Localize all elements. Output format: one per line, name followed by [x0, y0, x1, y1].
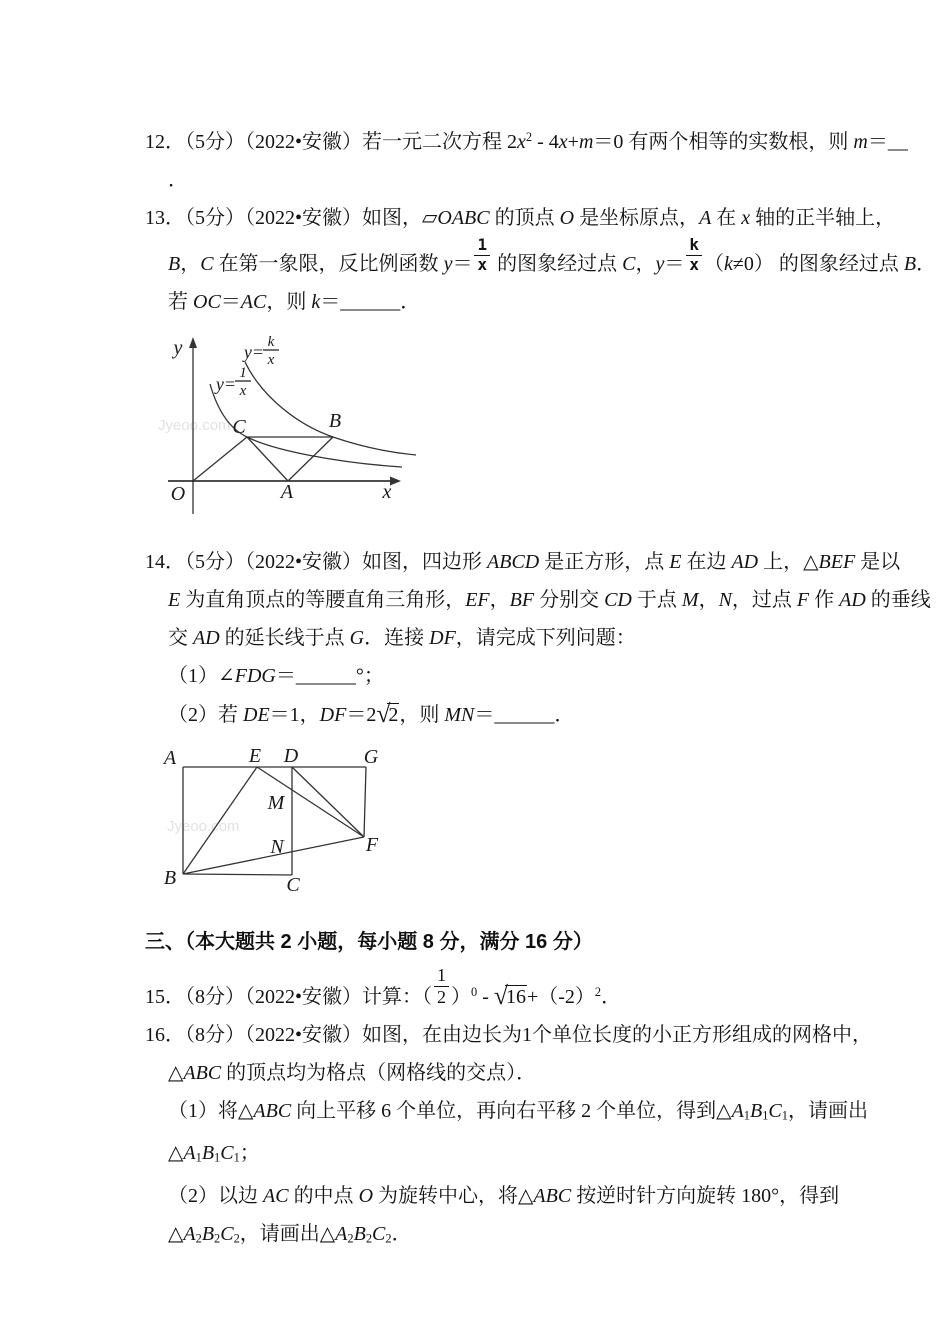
text-line — [168, 1054, 950, 1092]
text-segment: 1 — [762, 1108, 769, 1123]
text-line — [168, 1177, 950, 1215]
text-segment: ， — [489, 588, 510, 611]
question-16 — [0, 1016, 950, 1258]
text-segment: 2 — [385, 1231, 392, 1246]
text-segment: OC — [193, 290, 221, 313]
text-segment: △ — [168, 1061, 184, 1084]
text-segment: ＝______． — [474, 703, 575, 726]
text-segment: ABC — [253, 1099, 292, 1122]
text-line — [145, 543, 950, 581]
text-segment: AD — [731, 550, 759, 573]
label-point-C: C — [232, 415, 246, 438]
segment-DF — [292, 767, 364, 837]
text-segment: 13．（5分）（2022•安徽）如图，▱ — [145, 206, 438, 229]
q14-diagram-svg — [152, 748, 387, 900]
watermark-text: Jyeoo.com — [167, 817, 240, 835]
text-segment: 是以 — [855, 550, 901, 573]
text-segment: ． — [168, 168, 188, 191]
text-segment: ．连接 — [364, 626, 430, 649]
text-segment: 若 — [168, 290, 193, 313]
text-segment: ． — [916, 252, 937, 275]
text-segment: （1）将△ — [168, 1099, 254, 1122]
text-segment: MN — [444, 703, 475, 726]
text-line — [168, 283, 950, 321]
label-x-axis: x — [382, 480, 392, 503]
text-segment: BEF — [818, 550, 856, 573]
text-segment: ＝______°； — [275, 664, 384, 687]
text-segment: 为直角顶点的等腰直角三角形， — [180, 588, 466, 611]
segment-GF — [364, 767, 366, 837]
label-y-axis: y — [173, 336, 183, 359]
text-segment: ≠0） 的图象经过点 — [732, 252, 904, 275]
text-segment: BF — [509, 588, 535, 611]
text-segment: 2 — [507, 130, 518, 153]
text-segment: 是坐标原点， — [574, 206, 700, 229]
label-point-A: A — [163, 747, 177, 769]
text-line — [168, 1215, 950, 1258]
text-segment: O — [358, 1184, 374, 1207]
text-segment: - 4 — [532, 130, 559, 153]
text-segment: （2）以边 — [168, 1184, 263, 1207]
text-segment: k — [723, 252, 733, 275]
text-segment: 的中点 — [288, 1184, 359, 1207]
text-line — [145, 966, 950, 1016]
text-segment: 按逆时针方向旋转 180°，得到 — [571, 1184, 840, 1207]
curve-y-equals-k-over-x — [245, 362, 416, 455]
text-segment: E — [168, 588, 181, 611]
text-segment: DF — [429, 626, 456, 649]
y-axis-arrowhead — [189, 337, 197, 348]
question-14 — [0, 543, 950, 734]
text-segment: 轴的正半轴上， — [750, 206, 896, 229]
text-segment: 作 — [809, 588, 840, 611]
text-segment: C — [200, 252, 214, 275]
text-segment: B — [749, 1099, 763, 1122]
fraction: $\frac{k}{x}$ — [686, 237, 702, 274]
text-segment: ； — [239, 1142, 260, 1165]
text-segment: ，请完成下列问题： — [455, 626, 636, 649]
figure-q13-hyperbola-graph — [150, 331, 950, 533]
text-segment: △ — [168, 1142, 184, 1165]
text-segment: ABCD — [487, 550, 540, 573]
text-segment: 1 — [781, 1108, 788, 1123]
text-segment: ＝______． — [320, 290, 421, 313]
label-point-G: G — [363, 747, 379, 768]
text-segment: C — [220, 1142, 234, 1165]
curve2-label-prefix: y= — [243, 341, 264, 362]
figure-q14-square-diagram — [152, 748, 950, 906]
text-segment: ， — [180, 252, 201, 275]
text-segment: （ — [422, 985, 433, 1008]
text-segment: B — [201, 1142, 215, 1165]
text-segment: 12．（5分）（2022•安徽）若一元二次方程 — [145, 130, 508, 153]
text-segment: 1 — [195, 1150, 202, 1165]
text-segment: G — [349, 626, 365, 649]
text-segment: 1 — [233, 1150, 240, 1165]
text-segment: （1）∠ — [168, 664, 235, 687]
text-segment: 在边 — [681, 550, 732, 573]
text-segment: 2 — [365, 1231, 373, 1246]
text-segment: 0 — [471, 984, 478, 999]
watermark-text: Jyeoo.com — [158, 416, 231, 434]
text-segment: E — [669, 550, 682, 573]
text-segment: ，则 — [399, 703, 445, 726]
text-segment: CD — [604, 588, 632, 611]
question-12 — [0, 118, 950, 199]
curve2-label-denominator: x — [267, 351, 275, 368]
text-segment: A — [183, 1222, 196, 1245]
text-segment: x — [741, 206, 751, 229]
label-point-B: B — [163, 866, 177, 889]
text-segment: 为旋转中心，将△ — [373, 1184, 534, 1207]
text-segment: 交 — [168, 626, 193, 649]
label-point-B: B — [328, 409, 342, 432]
text-line — [168, 695, 950, 734]
text-segment: 14．（5分）（2022•安徽）如图，四边形 — [145, 550, 488, 573]
text-segment: 在 — [711, 206, 742, 229]
text-segment: A — [731, 1099, 744, 1122]
text-segment: ABC — [533, 1184, 572, 1207]
text-line — [145, 1016, 950, 1054]
text-line — [168, 1092, 950, 1135]
label-point-E: E — [248, 747, 262, 767]
text-segment: 是正方形，点 — [539, 550, 670, 573]
text-segment: EF — [465, 588, 490, 611]
text-segment: ，过点 — [731, 588, 797, 611]
text-segment: - — [477, 985, 494, 1008]
segment-CA-diagonal — [247, 437, 288, 481]
text-segment: O — [559, 206, 575, 229]
fraction: $\frac{1}{x}$ — [474, 237, 490, 274]
text-segment: C — [768, 1099, 782, 1122]
text-segment: M — [681, 588, 699, 611]
curve1-label-prefix: y= — [215, 373, 236, 394]
text-segment: 2 — [347, 1231, 354, 1246]
text-segment: 上，△ — [758, 550, 819, 573]
text-segment: 1 — [214, 1150, 221, 1165]
text-line — [168, 161, 950, 199]
text-segment: 向上平移 6 个单位，再向右平移 2 个单位，得到△ — [291, 1099, 732, 1122]
text-segment: 2 — [233, 1231, 240, 1246]
text-segment: DF — [319, 703, 347, 726]
text-segment: 于点 — [631, 588, 682, 611]
text-segment: （2）若 — [168, 703, 243, 726]
text-segment: A — [699, 206, 712, 229]
text-segment: ＝1， — [269, 703, 320, 726]
text-segment: B — [201, 1222, 215, 1245]
text-segment: ，请画出△ — [239, 1222, 336, 1245]
text-segment: 的延长线于点 — [219, 626, 350, 649]
label-point-D: D — [283, 747, 299, 767]
text-segment: ＝0 有两个相等的实数根，则 — [593, 130, 854, 153]
text-segment: y — [655, 252, 665, 275]
label-origin-O: O — [170, 482, 186, 505]
curve1-label-numerator: 1 — [239, 364, 247, 381]
text-segment: ＝ — [664, 252, 685, 275]
text-segment: AD — [193, 626, 220, 649]
text-segment: ABC — [183, 1061, 222, 1084]
section-3-header: 三、（本大题共 2 小题，每小题 8 分，满分 16 分） — [145, 930, 593, 953]
text-segment: ， — [635, 252, 656, 275]
text-segment: ＝ — [220, 290, 241, 313]
text-segment: FDG — [234, 664, 276, 687]
text-segment: C — [220, 1222, 234, 1245]
square-root: √16 — [493, 980, 526, 1010]
text-segment: DE — [243, 703, 270, 726]
text-segment: m — [853, 130, 868, 153]
text-segment: 在第一象限，反比例函数 — [213, 252, 444, 275]
curve2-label-numerator: k — [267, 333, 275, 350]
text-segment: A — [183, 1142, 196, 1165]
text-segment: B — [353, 1222, 366, 1245]
text-segment: 的图象经过点 — [492, 252, 623, 275]
text-line — [168, 234, 950, 283]
text-segment: 15．（8分）（2022•安徽）计算： — [145, 985, 423, 1008]
text-line — [145, 199, 950, 237]
curve1-label-denominator: x — [239, 382, 247, 399]
text-line — [168, 581, 950, 619]
text-segment: △ — [168, 1222, 184, 1245]
text-segment: AD — [839, 588, 866, 611]
text-line — [168, 657, 950, 695]
text-segment: 分别交 — [534, 588, 605, 611]
text-segment: C — [622, 252, 636, 275]
text-segment: B — [903, 252, 917, 275]
text-line — [145, 118, 950, 161]
label-point-A: A — [280, 480, 294, 503]
label-point-F: F — [365, 833, 379, 856]
text-line — [168, 619, 950, 657]
text-segment: 的顶点均为格点（网格线的交点）． — [221, 1061, 537, 1084]
text-segment: x — [558, 130, 568, 153]
text-segment: ＝__ — [867, 130, 908, 153]
x-axis-arrowhead — [390, 476, 401, 485]
square-root: √2 — [376, 698, 399, 728]
text-segment: 2 — [195, 1231, 202, 1246]
text-segment: 2 — [214, 1231, 221, 1246]
text-segment: ＝2 — [346, 703, 377, 726]
text-segment: 的垂线 — [865, 588, 931, 611]
label-point-C: C — [286, 873, 300, 896]
text-segment: +（-2） — [526, 985, 595, 1008]
text-segment: AC — [263, 1184, 289, 1207]
text-segment: ， — [698, 588, 719, 611]
text-segment: 2 — [525, 130, 533, 144]
text-segment: N — [718, 588, 732, 611]
text-segment: 的顶点 — [489, 206, 560, 229]
text-segment: ． — [391, 1222, 412, 1245]
text-segment: x — [517, 130, 526, 153]
text-segment: m — [578, 130, 594, 153]
text-segment: F — [796, 588, 810, 611]
text-segment: AC — [240, 290, 267, 313]
text-segment: ，则 — [266, 290, 312, 313]
text-segment: ＝ — [452, 252, 473, 275]
question-15 — [0, 966, 950, 1016]
text-segment: （ — [703, 252, 724, 275]
fraction: $\frac{1}{2}$ — [434, 966, 449, 1007]
segment-BC-bottom — [183, 874, 292, 875]
text-segment: A — [335, 1222, 348, 1245]
text-segment: 1 — [743, 1108, 750, 1123]
text-segment: 2 — [594, 984, 602, 999]
text-segment: B — [168, 252, 181, 275]
text-segment: ） — [451, 985, 472, 1008]
question-13 — [0, 199, 950, 321]
text-segment: ． — [601, 985, 622, 1008]
text-segment: ，请画出 — [787, 1099, 868, 1122]
label-point-N: N — [270, 835, 284, 858]
text-segment: 16．（8分）（2022•安徽）如图，在由边长为1个单位长度的小正方形组成的网格中， — [145, 1023, 873, 1046]
text-segment: C — [372, 1222, 386, 1245]
label-point-M: M — [267, 791, 285, 814]
text-line — [168, 1134, 950, 1177]
q13-graph-svg — [150, 331, 420, 527]
text-segment: y — [443, 252, 453, 275]
segment-OC — [193, 437, 247, 481]
text-segment: OABC — [437, 206, 490, 229]
text-segment: + — [567, 130, 579, 153]
text-segment: k — [311, 290, 321, 313]
